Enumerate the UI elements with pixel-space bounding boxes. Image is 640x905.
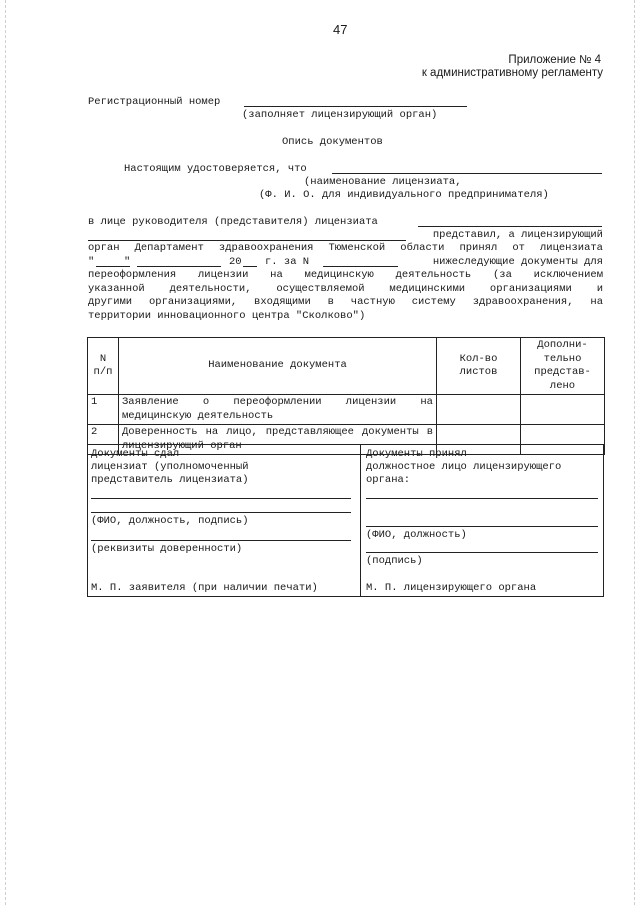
accepted-official: должностное лицо лицензирующего [366, 461, 562, 473]
row-document-name: Заявление о переоформлении лицензии на медицинскую деятельность [119, 395, 437, 425]
signature-block [87, 444, 604, 597]
row-number: 1 [88, 395, 119, 425]
docs-following-text: нижеследующие документы для [432, 256, 603, 268]
power-of-attorney-line[interactable] [91, 540, 351, 541]
appendix-subtitle: к административному регламенту [421, 67, 603, 79]
submitter-fio-hint: (ФИО, должность, подпись) [91, 515, 249, 527]
row-additional[interactable] [521, 395, 605, 425]
registration-hint: (заполняет лицензирующий орган) [242, 109, 438, 121]
registration-label: Регистрационный номер [88, 96, 221, 108]
presented-text: представил, а лицензирующий [432, 229, 603, 241]
date-quote-open: " [88, 256, 95, 268]
header-document-name: Наименование документа [119, 338, 437, 395]
power-of-attorney-hint: (реквизиты доверенности) [91, 543, 243, 555]
body-line-8: территории инновационного центра "Сколково") [88, 310, 366, 322]
certify-hint-name: (наименование лицензиата, [304, 176, 462, 188]
acceptor-sign-hint: (подпись) [366, 555, 423, 567]
row-number: 2 [88, 425, 119, 455]
submitter-line-2[interactable] [91, 512, 351, 513]
body-line-5: переоформления лицензии на медицинскую деятельность (за исключением [88, 269, 603, 281]
acceptor-line-2[interactable] [366, 526, 598, 527]
date-year-field[interactable] [243, 266, 257, 267]
table-header-row [88, 338, 605, 395]
representative-field-cont[interactable] [88, 240, 406, 241]
scan-edge-left [5, 0, 6, 905]
scan-edge-right [634, 0, 635, 905]
submitted-licensee: лицензиат (уполномоченный [91, 461, 249, 473]
acceptor-sign-line[interactable] [366, 552, 598, 553]
body-line-6: указанной деятельности, осуществляемой медицинскими организациями и [88, 283, 603, 295]
authority-stamp-label: М. П. лицензирующего органа [366, 582, 537, 594]
date-year-prefix: 20 [229, 256, 242, 268]
acceptor-fio-hint: (ФИО, должность) [366, 529, 467, 541]
licensee-name-field[interactable] [332, 173, 602, 174]
header-sheet-count: Кол-во листов [437, 338, 521, 395]
appendix-title: Приложение № 4 [508, 54, 601, 66]
accepted-authority: органа: [366, 474, 411, 486]
document-title: Опись документов [282, 136, 383, 148]
representative-label: в лице руководителя (представителя) лицензиата [88, 216, 378, 228]
certify-hint-fio: (Ф. И. О. для индивидуального предпринимателя) [259, 189, 549, 201]
certify-label: Настоящим удостоверяется, что [124, 163, 307, 175]
date-number-label: г. за N [265, 256, 310, 268]
date-month-field[interactable] [137, 266, 221, 267]
header-additional: Дополни-тельно представ-лено [521, 338, 605, 395]
submitter-line-1[interactable] [91, 498, 351, 499]
signature-divider [360, 445, 361, 596]
acceptor-line-1[interactable] [366, 498, 598, 499]
row-sheet-count[interactable] [437, 395, 521, 425]
submitted-representative: представитель лицензиата) [91, 474, 249, 486]
header-number: N п/п [88, 338, 119, 395]
representative-field[interactable] [418, 226, 602, 227]
documents-table [87, 337, 605, 455]
accepted-label: Документы принял [366, 448, 467, 460]
registration-n-field[interactable] [323, 266, 398, 267]
body-line-3: орган Департамент здравоохранения Тюменской области принял от лицензиата [88, 242, 603, 254]
page-number: 47 [333, 22, 348, 37]
table-row [88, 395, 605, 425]
body-line-7: другими организациями, входящими в частную систему здравоохранения, на [88, 296, 603, 308]
applicant-stamp-label: М. П. заявителя (при наличии печати) [91, 582, 318, 594]
row-document-name: Доверенность на лицо, представляющее документы в лицензирующий орган [119, 425, 437, 455]
date-quote-close: " [124, 256, 131, 268]
submitted-label: Документы сдал [91, 448, 180, 460]
registration-number-field[interactable] [244, 106, 467, 107]
